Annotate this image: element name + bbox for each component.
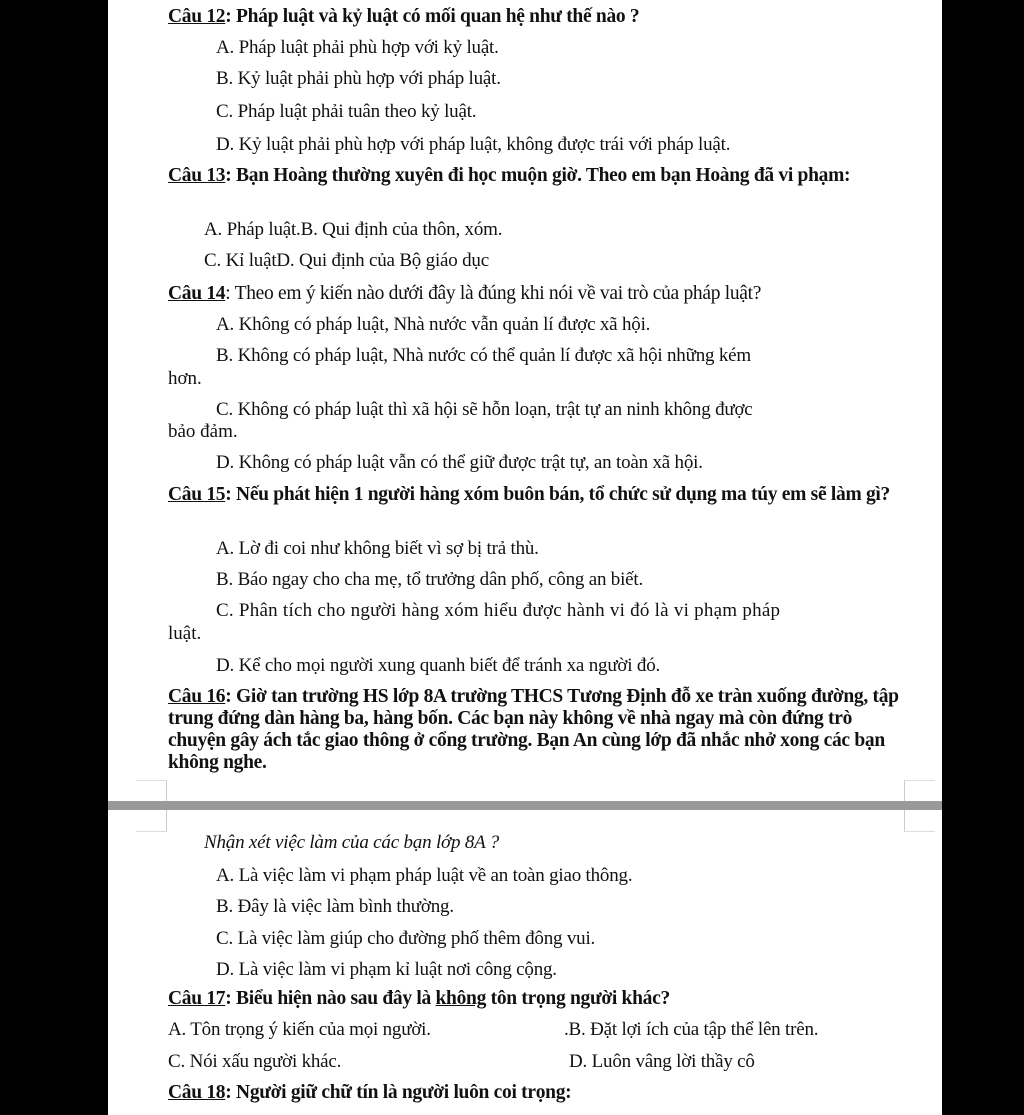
question-text: : Biểu hiện nào sau đây là [225,988,436,1009]
question-text-end: tôn trọng người khác? [486,988,670,1009]
option-b: B. Không có pháp luật, Nhà nước có thể quản lí được xã hội những kém [216,345,751,366]
option-c-d: C. Kỉ luậtD. Qui định của Bộ giáo dục [204,250,489,271]
option-a: A. Lờ đi coi như không biết vì sợ bị trả thù. [216,538,539,559]
option-d: D. Là việc làm vi phạm kỉ luật nơi công cộng. [216,959,557,980]
question-17 [168,988,910,1010]
option-a-b: A. Pháp luật.B. Qui định của thôn, xóm. [204,219,503,240]
question-text-emphasis: không [435,988,487,1009]
document-page [108,0,942,1115]
question-label: Câu 14 [168,283,226,304]
question-label: Câu 15 [168,484,226,505]
question-16-prompt: Nhận xét việc làm của các bạn lớp 8A ? [204,832,500,853]
question-label: Câu 18 [168,1082,226,1103]
question-14 [168,283,910,305]
question-label: Câu 12 [168,6,226,27]
option-a: A. Tôn trọng ý kiến của mọi người. [168,1019,431,1040]
option-d: D. Không có pháp luật vẫn có thể giữ được trật tự, an toàn xã hội. [216,452,703,473]
question-13 [168,165,910,187]
question-text: : Theo em ý kiến nào dưới đây là đúng khi nói về vai trò của pháp luật? [225,283,762,304]
question-18 [168,1082,910,1104]
question-text: : Pháp luật và kỷ luật có mối quan hệ như thế nào ? [225,6,640,27]
page-break-divider [108,801,942,810]
question-text: : Nếu phát hiện 1 người hàng xóm buôn bán, tổ chức sử dụng ma túy em sẽ làm gì? [225,484,890,505]
option-d: D. Luôn vâng lời thầy cô [569,1051,755,1072]
option-c: C. Không có pháp luật thì xã hội sẽ hỗn loạn, trật tự an ninh không được [216,399,753,420]
option-c-continued: luật. [168,623,202,644]
option-a: A. Không có pháp luật, Nhà nước vẫn quản lí được xã hội. [216,314,651,335]
question-text: : Người giữ chữ tín là người luôn coi trọng: [225,1082,572,1103]
question-label: Câu 17 [168,988,226,1009]
question-label: Câu 16 [168,686,226,707]
question-12 [168,6,910,28]
option-b: B. Báo ngay cho cha mẹ, tổ trưởng dân phố, công an biết. [216,569,644,590]
option-b: B. Đây là việc làm bình thường. [216,896,454,917]
question-text: : Giờ tan trường HS lớp 8A trường THCS Tương Định đỗ xe tràn xuống đường, tập trung đứng dàn hàng ba, hàng bốn. Các bạn này không về nhà ngay mà còn đứng trò chuyện gây ách tắc giao thông ở cổng trường. Bạn An cùng lớp đã nhắc nhở xong các bạn không nghe. [168,686,899,773]
option-c: C. Phân tích cho người hàng xóm hiểu được hành vi đó là vi phạm pháp [216,600,781,621]
option-b: B. Kỷ luật phải phù hợp với pháp luật. [216,68,501,89]
option-b: .B. Đặt lợi ích của tập thể lên trên. [564,1019,819,1040]
option-c-continued: bảo đảm. [168,421,238,442]
option-c: C. Pháp luật phải tuân theo kỷ luật. [216,101,477,122]
question-label: Câu 13 [168,165,226,186]
option-d: D. Kể cho mọi người xung quanh biết để tránh xa người đó. [216,655,661,676]
option-c: C. Là việc làm giúp cho đường phố thêm đông vui. [216,928,596,949]
question-15 [168,484,910,506]
option-c: C. Nói xấu người khác. [168,1051,342,1072]
option-a: A. Pháp luật phải phù hợp với kỷ luật. [216,37,499,58]
option-b-continued: hơn. [168,368,202,389]
option-a: A. Là việc làm vi phạm pháp luật về an toàn giao thông. [216,865,633,886]
option-d: D. Kỷ luật phải phù hợp với pháp luật, không được trái với pháp luật. [216,134,731,155]
question-text: : Bạn Hoàng thường xuyên đi học muộn giờ. Theo em bạn Hoàng đã vi phạm: [225,165,851,186]
question-16 [168,686,910,774]
